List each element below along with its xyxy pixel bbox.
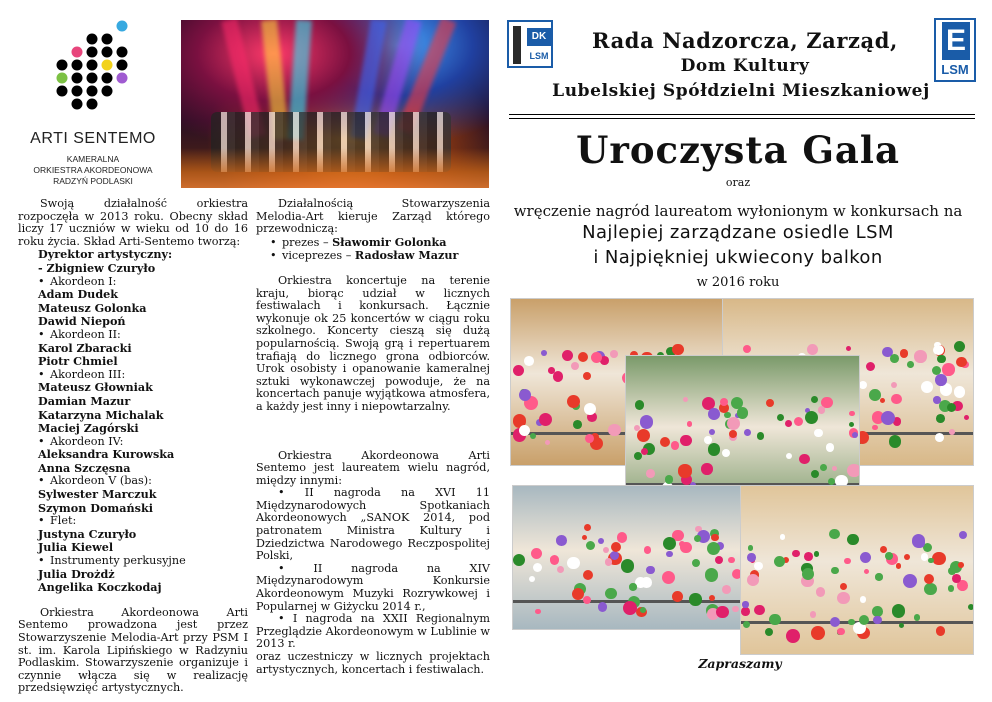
award-item: • II nagroda na XVI 11 Międzynarodowych Spotkaniach Akordeonowych „SANOK 2014, pod patronatem Ministra Kultury i Dziedzictwa Narodowego Reczpospolitej Polski, — [256, 486, 490, 563]
member-name: Mateusz Głowniak — [38, 380, 153, 395]
member-name: Karol Zbaracki — [38, 340, 132, 355]
arti-sentemo-logo-dots — [54, 18, 134, 110]
logo-dot — [87, 60, 98, 71]
orchestra-concert-photo — [181, 20, 489, 188]
projects-paragraph: oraz uczestniczy w licznych projektach artystycznych, koncertach i festiwalach. — [256, 650, 490, 676]
member-name: Anna Szczęsna — [38, 460, 131, 475]
awards-intro: Orkiestra Akordeonowa Arti Sentemo jest laureatem wielu nagród, między innymi: — [256, 448, 490, 487]
group-label: • Instrumenty perkusyjne — [38, 555, 248, 568]
logo-dot — [87, 73, 98, 84]
member-name: Damian Mazur — [38, 393, 131, 408]
intro-paragraph: Swoją działalność orkiestra rozpoczęła w 2013 roku. Obecny skład liczy 17 uczniów w wieku od 10 do 16 roku życia. Skład Arti-Sentemo tworzą: — [18, 197, 248, 248]
logo-dot — [102, 34, 113, 45]
header-line-2: Dom Kultury — [680, 56, 810, 76]
board-name: Sławomir Golonka — [332, 234, 447, 249]
brand-subtitle-line: ORKIESTRA AKORDEONOWA — [33, 165, 153, 175]
logo-dot — [102, 73, 113, 84]
logo-dot — [102, 86, 113, 97]
logo-dot — [57, 60, 68, 71]
member-name: Katarzyna Michalak — [38, 407, 164, 422]
award-item: • I nagroda na XXII Regionalnym Przeglądzie Akordeonowym w Lublinie w 2013 r. — [256, 612, 490, 651]
group-label: • Akordeon V (bas): — [38, 475, 248, 488]
logo-dot — [87, 34, 98, 45]
member-name: Maciej Zagórski — [38, 421, 139, 436]
director-label: Dyrektor artystyczny: — [38, 247, 173, 262]
logo-dot — [57, 86, 68, 97]
member-name: Aleksandra Kurowska — [38, 447, 175, 462]
outro-paragraph: Orkiestra Akordeonowa Arti Sentemo prowadzona jest przez Stowarzyszenie Melodia-Art przy PSM I st. im. Karola Lipińskiego w Radzyniu Podlaskim. Stowarzyszenie organizuje i czynnie włącza się w realizację przedsięwzięć artystycznych. — [18, 605, 248, 695]
logo-dot — [87, 99, 98, 110]
concerts-paragraph: Orkiestra koncertuje na terenie kraju, biorąc udział w licznych festiwalach i konkursach. Łącznie wykonuje ok 25 koncertów w ciągu roku szkolnego. Koncerty cieszą się dużą popularnością. Swoją grą i repertuarem trafiają do licznego grona odbiorców. Urok osobisty i opanowanie kameralnej sztuki wykonawczej powoduje, że na koncertach panuje wyjątkowa atmosfera, a każdy jest inny i niepowtarzalny. — [256, 273, 490, 413]
logo-dot — [72, 73, 83, 84]
group-label: • Akordeon IV: — [38, 436, 248, 449]
header-line-1: Rada Nadzorcza, Zarząd, — [592, 28, 898, 53]
logo-dot — [102, 60, 113, 71]
event-line-2: Najlepiej zarządzane osiedle LSM — [582, 222, 894, 243]
brand-subtitle — [18, 154, 168, 187]
closing-text: Zapraszamy — [698, 656, 782, 671]
member-name: Angelika Koczkodaj — [38, 580, 162, 595]
divider — [509, 118, 975, 119]
event-line-3: i Najpiękniej ukwiecony balkon — [593, 247, 883, 268]
logo-dot — [87, 47, 98, 58]
member-name: Julia Drożdż — [38, 566, 115, 581]
brand-name: ARTI SENTEMO — [30, 130, 156, 147]
logo-dot — [72, 99, 83, 110]
brand-subtitle-line: KAMERALNA — [66, 154, 120, 164]
logo-dot — [117, 60, 128, 71]
event-title: Uroczysta Gala — [576, 128, 900, 172]
logo-dot — [117, 47, 128, 58]
award-item: • II nagroda na XIV Międzynarodowym Konkursie Akordeonowym Muzyki Rozrywkowej i Popularnej w Giżycku 2014 r., — [256, 561, 490, 613]
member-name: Julia Kiewel — [38, 540, 114, 555]
balcony-photo-5 — [740, 485, 974, 655]
logo-dot — [72, 60, 83, 71]
member-groups — [38, 276, 248, 595]
brand-subtitle-line: RADZYŃ PODLASKI — [53, 176, 133, 186]
board-name: Radosław Mazur — [354, 248, 459, 263]
group-label: • Akordeon I: — [38, 276, 248, 289]
logo-dot — [102, 47, 113, 58]
member-name: Dawid Niepoń — [38, 314, 126, 329]
event-line-4: w 2016 roku — [696, 275, 780, 290]
lsm-logo: E LSM — [934, 18, 976, 82]
event-line-1: wręczenie nagród laureatom wyłonionym w konkursach na — [513, 202, 963, 220]
member-name: Szymon Domański — [38, 500, 153, 515]
director-name: - Zbigniew Czuryło — [38, 260, 156, 275]
board-paragraph: Działalnością Stowarzyszenia Melodia-Art kieruje Zarząd którego przewodniczą: — [256, 197, 490, 236]
member-name: Mateusz Golonka — [38, 300, 147, 315]
logo-dot — [87, 86, 98, 97]
logo-dot — [72, 47, 83, 58]
member-name: Adam Dudek — [38, 287, 119, 302]
balcony-photo-4 — [512, 485, 764, 630]
header-line-3: Lubelskiej Spółdzielni Mieszkaniowej — [552, 81, 930, 101]
group-label: • Akordeon III: — [38, 369, 248, 382]
member-name: Sylwester Marczuk — [38, 487, 157, 502]
board-item: • prezes – Sławomir Golonka — [270, 236, 490, 250]
dk-lsm-logo: DK LSM — [507, 20, 553, 68]
association-column — [256, 198, 490, 676]
member-name: Piotr Chmiel — [38, 354, 118, 369]
logo-dot — [57, 73, 68, 84]
group-label: • Flet: — [38, 515, 248, 528]
member-name: Justyna Czuryło — [38, 526, 137, 541]
orchestra-members-column — [18, 198, 248, 695]
logo-dot — [117, 73, 128, 84]
logo-dot — [117, 21, 128, 32]
board-item: • viceprezes – Radosław Mazur — [270, 249, 490, 263]
event-conjunction: oraz — [725, 176, 751, 189]
group-label: • Akordeon II: — [38, 329, 248, 342]
arti-sentemo-brand — [18, 130, 168, 187]
divider — [509, 114, 975, 115]
logo-dot — [72, 86, 83, 97]
